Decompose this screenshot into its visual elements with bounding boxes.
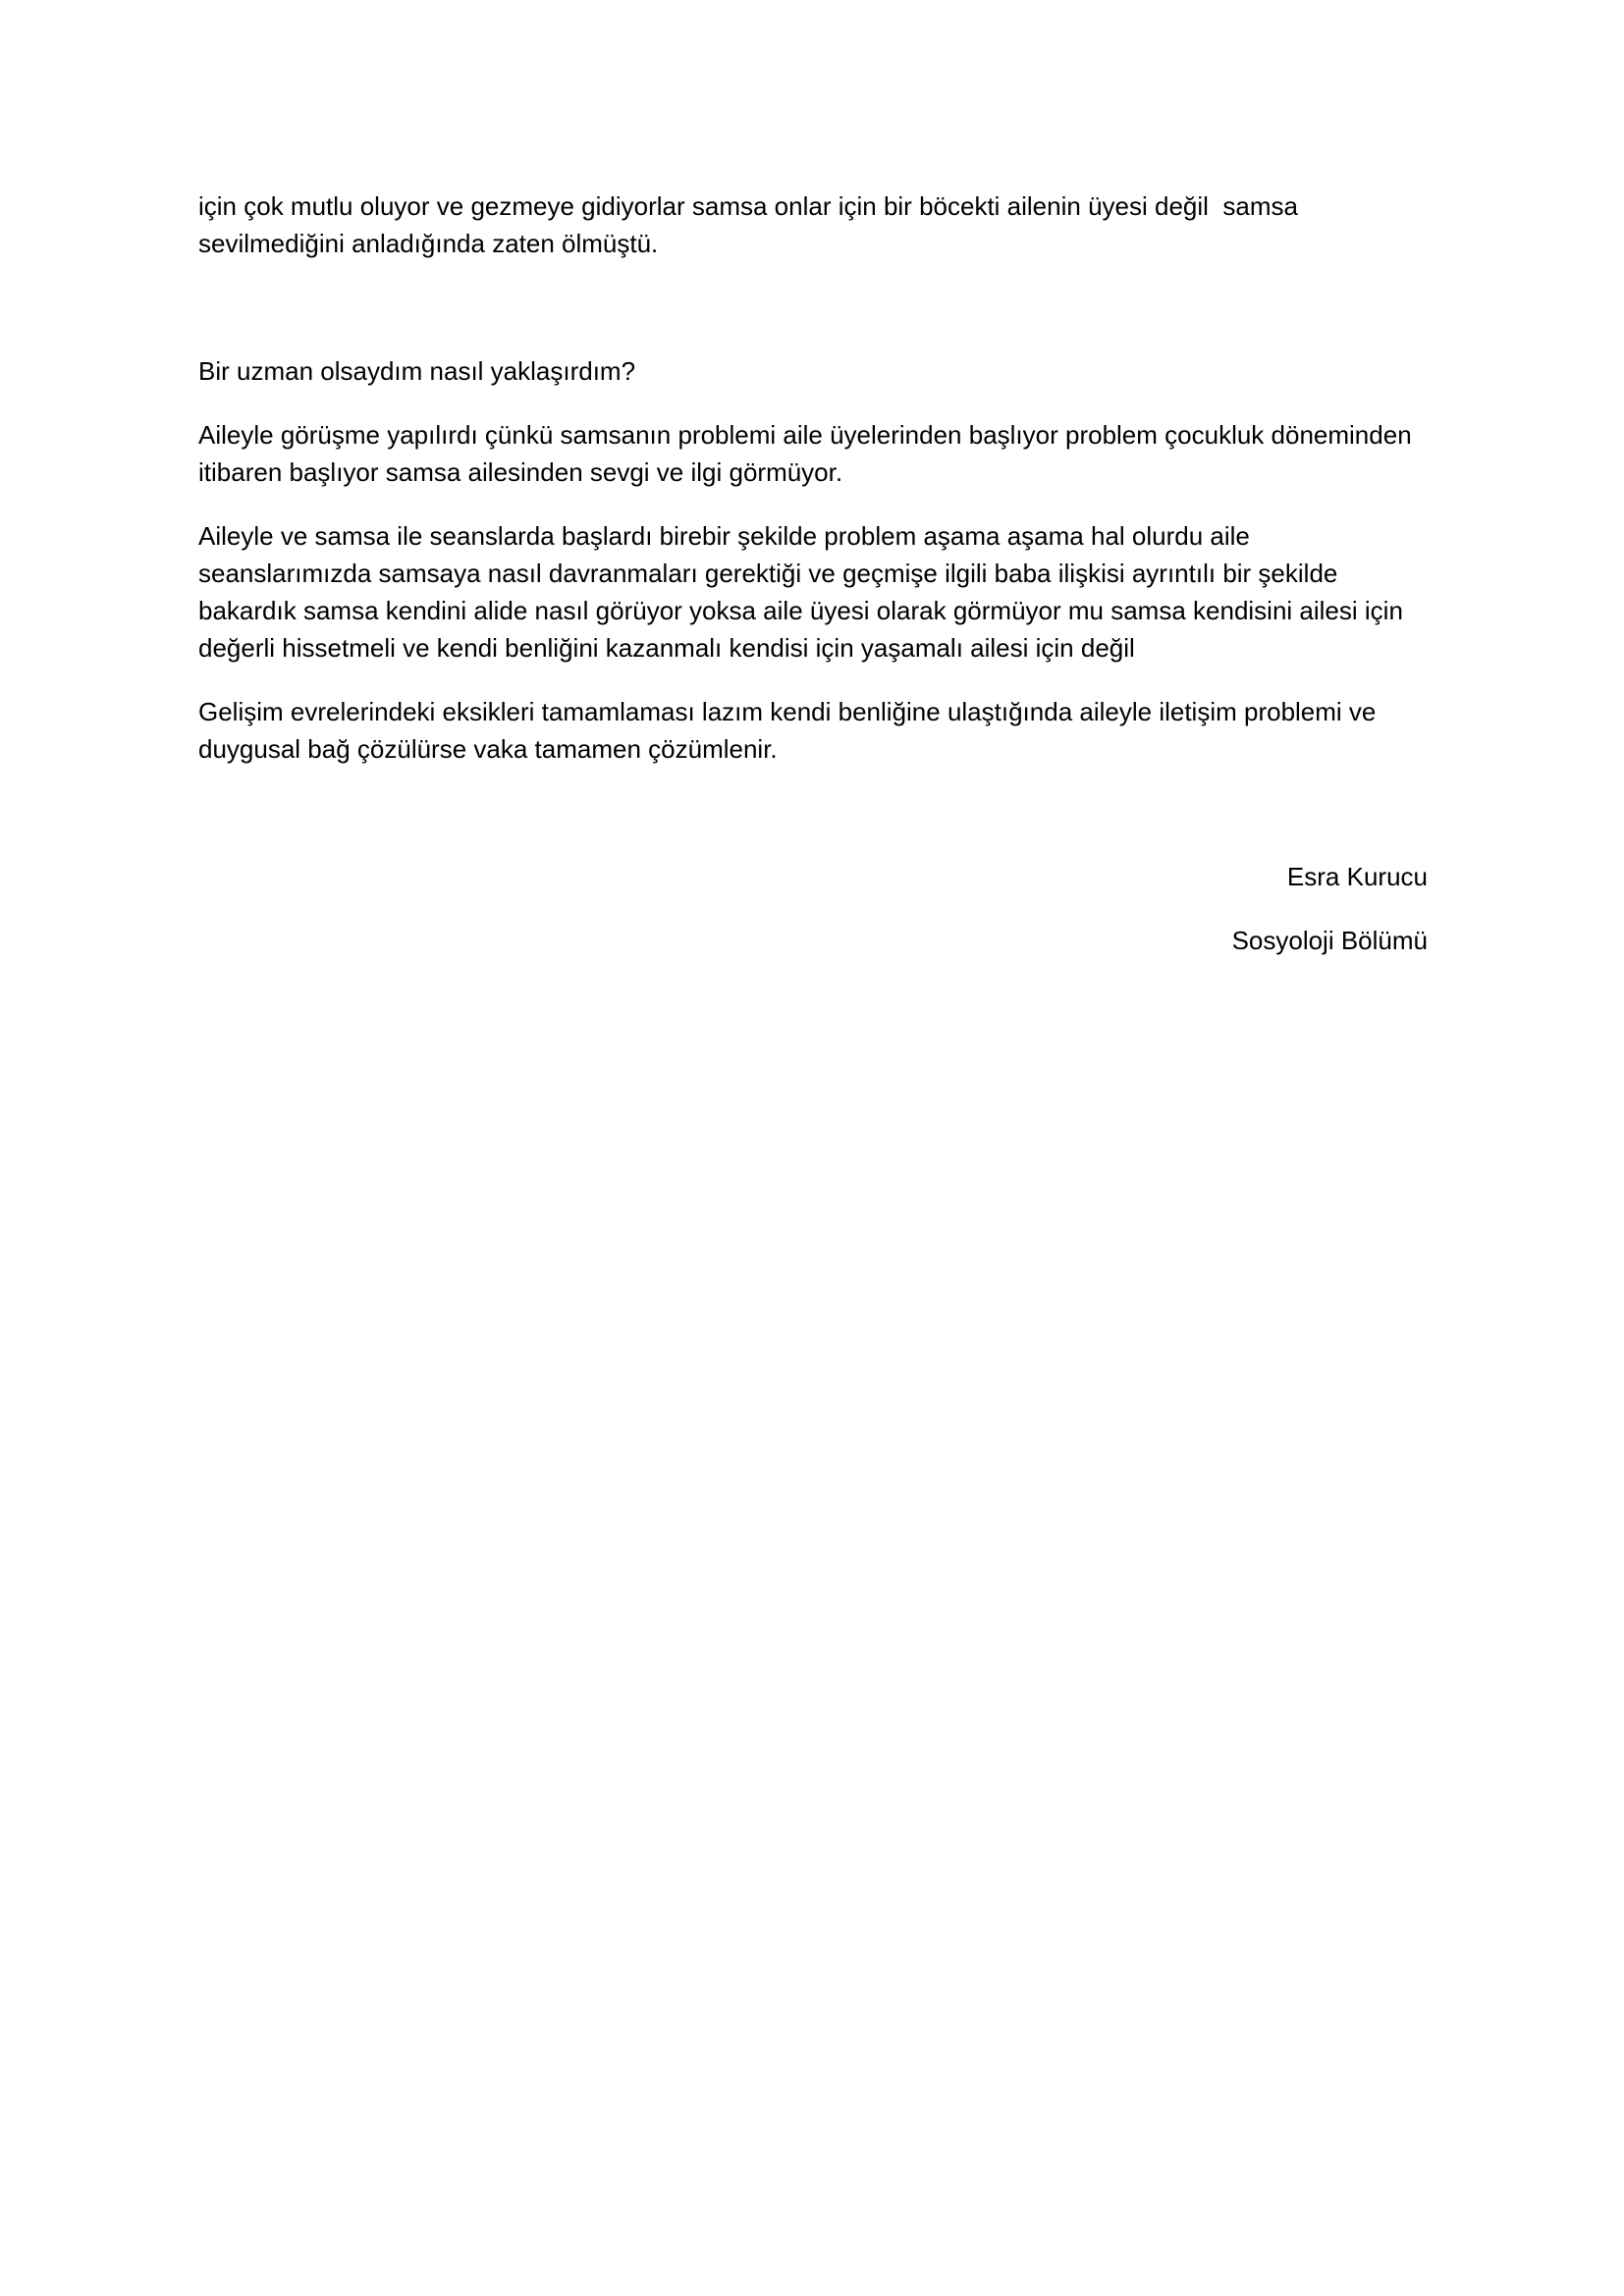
paragraph-therapy-sessions: Aileyle ve samsa ile seanslarda başlardı birebir şekilde problem aşama aşama hal olurdu aile seanslarımızda samsaya nasıl davranmaları gerektiği ve geçmişe ilgili baba ilişkisi ayrıntılı bir şekilde bakardık samsa kendini alide nasıl görüyor yoksa aile üyesi olarak görmüyor mu samsa kendisini ailesi için değerli hissetmeli ve kendi benliğini kazanmalı kendisi için yaşamalı ailesi için değil (198, 521, 1411, 663)
question-heading: Bir uzman olsaydım nasıl yaklaşırdım? (198, 356, 636, 386)
paragraph-intro-conclusion: için çok mutlu oluyor ve gezmeye gidiyorlar samsa onlar için bir böcekti ailenin üyesi değil samsa sevilmediğini anladığında zaten ölmüştü. (198, 191, 1306, 258)
signature-department: Sosyoloji Bölümü (1231, 926, 1428, 955)
paragraph-family-interview: Aileyle görüşme yapılırdı çünkü samsanın problemi aile üyelerinden başlıyor problem çocukluk döneminden itibaren başlıyor samsa ailesinden sevgi ve ilgi görmüyor. (198, 420, 1419, 487)
empty-line (198, 794, 1428, 831)
empty-line (198, 289, 1428, 326)
signature-name: Esra Kurucu (1286, 862, 1428, 891)
paragraph-development-stages: Gelişim evrelerindeki eksikleri tamamlaması lazım kendi benliğine ulaştığında aileyle iletişim problemi ve duygusal bağ çözülürse vaka tamamen çözümlenir. (198, 697, 1383, 764)
